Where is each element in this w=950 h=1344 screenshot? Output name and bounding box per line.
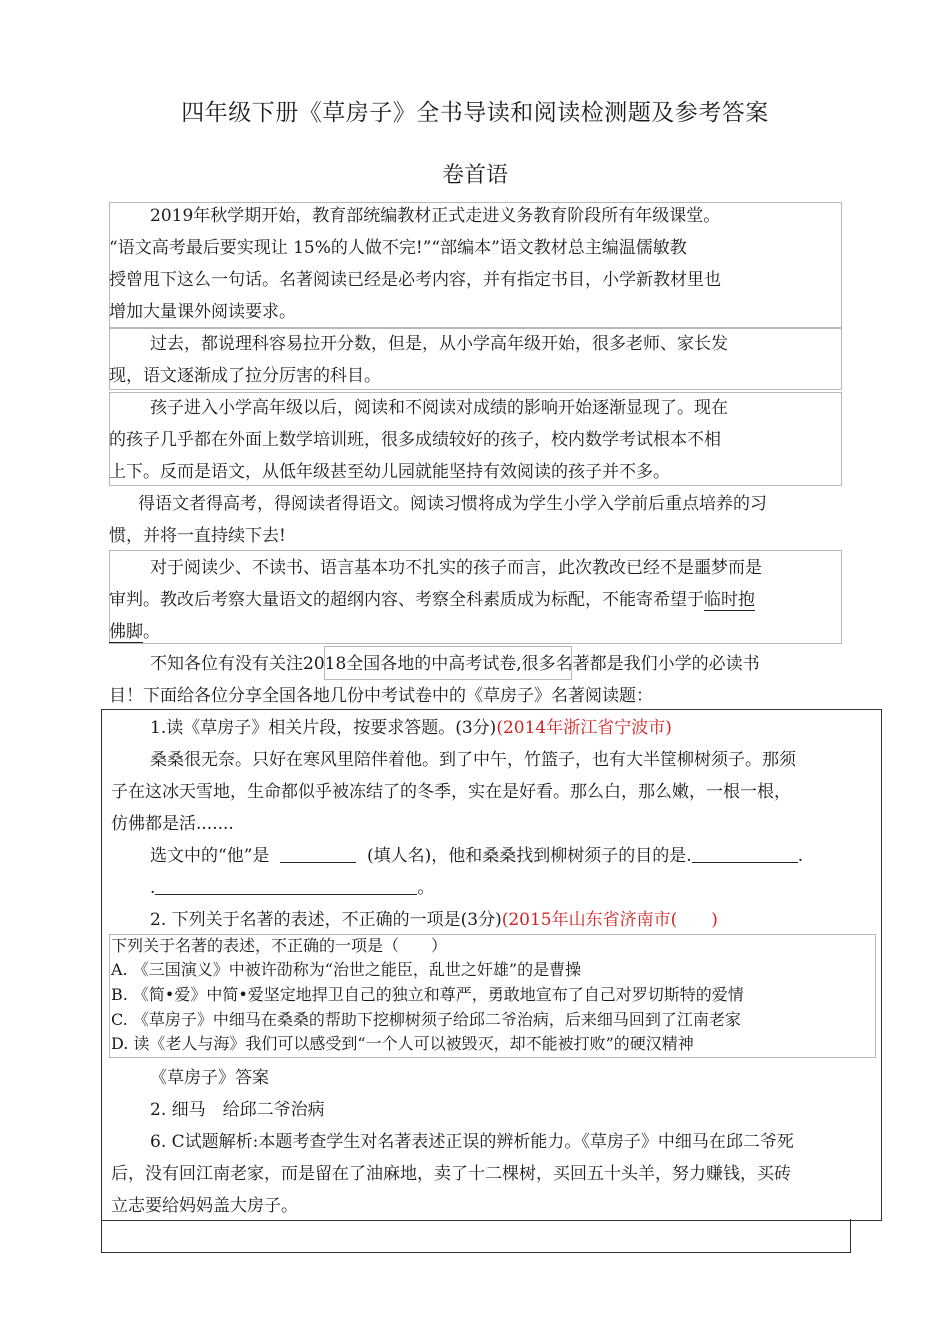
question-1-passage-line: 子在这冰天雪地，生命都似乎被冻结了的冬季，实在是好看。那么白，那么嫩，一根一根， <box>111 782 791 802</box>
exam-reference: 2018全国各地的中高考试卷 <box>303 654 517 674</box>
paragraph-1-line: “语文高考最后要实现让 15%的人做不完!”“部编本”语文教材总主编温儒敏教 <box>109 238 687 258</box>
option-b[interactable]: B. 《简•爱》中简•爱坚定地捍卫自己的独立和尊严，勇敢地宣布了自己对罗切斯特的爱情 <box>111 985 744 1004</box>
answer-blank-purpose[interactable] <box>692 844 798 863</box>
question-1-prompt-text: 选文中的“他”是 <box>150 846 270 866</box>
paragraph-5-line: 对于阅读少、不读书、语言基本功不扎实的孩子而言，此次教改已经不是噩梦而是 <box>150 558 762 578</box>
answer-blank-purpose-cont[interactable] <box>155 876 417 895</box>
question-1-text: 1.读《草房子》相关片段，按要求答题。(3分) <box>150 718 497 738</box>
paragraph-5-line <box>109 618 160 646</box>
question-1-prompt <box>150 842 803 870</box>
question-2-source: (2015年山东省济南市( ) <box>501 910 718 930</box>
paragraph-5-text: 审判。教改后考察大量语文的超纲内容、考察全科素质成为标配，不能寄希望于 <box>109 590 704 610</box>
paragraph-6-text: 不知各位有没有关注 <box>150 654 303 674</box>
paragraph-6-text: ,很多名著都是我们小学的必读书 <box>516 654 760 674</box>
paragraph-6-line: 目！下面给各位分享全国各地几份中考试卷中的《草房子》名著阅读题： <box>109 686 653 706</box>
question-1-prompt <box>150 874 434 902</box>
question-2-stem: 下列关于名著的表述，不正确的一项是（ ） <box>111 936 448 955</box>
paragraph-2-line: 过去，都说理科容易拉开分数，但是，从小学高年级开始，很多老师、家长发 <box>150 334 728 354</box>
paragraph-5-text: 。 <box>143 622 160 642</box>
question-1-prompt-end: . <box>797 846 804 866</box>
page-title: 四年级下册《草房子》全书导读和阅读检测题及参考答案 <box>181 100 769 126</box>
paragraph-1-line: 授曾甩下这么一句话。名著阅读已经是必考内容，并有指定书目，小学新教材里也 <box>109 270 721 290</box>
question-2-text: 2. 下列关于名著的表述，不正确的一项是(3分) <box>150 910 502 930</box>
underlined-phrase: 佛脚 <box>109 622 143 642</box>
answer-blank-name[interactable] <box>280 844 356 863</box>
empty-row-box <box>101 1219 851 1253</box>
answer-1: 2. 细马 给邱二爷治病 <box>150 1100 325 1120</box>
paragraph-2-line: 现，语文逐渐成了拉分厉害的科目。 <box>109 366 381 386</box>
paragraph-3-line: 的孩子几乎都在外面上数学培训班，很多成绩较好的孩子，校内数学考试根本不相 <box>109 430 721 450</box>
answer-2-line: 立志要给妈妈盖大房子。 <box>111 1196 298 1216</box>
question-1-prompt-start: . <box>150 878 156 898</box>
paragraph-6-line <box>150 650 760 678</box>
paragraph-1-line: 增加大量课外阅读要求。 <box>109 302 296 322</box>
question-1-source: (2014年浙江省宁波市) <box>496 718 672 738</box>
question-2-heading <box>150 906 718 934</box>
underlined-phrase: 临时抱 <box>704 590 755 610</box>
paragraph-3-line: 孩子进入小学高年级以后，阅读和不阅读对成绩的影响开始逐渐显现了。现在 <box>150 398 728 418</box>
answer-2-line: 后，没有回江南老家，而是留在了油麻地，卖了十二棵树，买回五十头羊，努力赚钱，买砖 <box>111 1164 791 1184</box>
option-d[interactable]: D. 读《老人与海》我们可以感受到“一个人可以被毁灭，却不能被打败”的硬汉精神 <box>111 1034 694 1053</box>
question-1-prompt-text: (填人名)，他和桑桑找到柳树须子的目的是. <box>367 846 692 866</box>
question-1-passage-line: 桑桑很无奈。只好在寒风里陪伴着他。到了中午，竹篮子，也有大半筐柳树须子。那须 <box>150 750 796 770</box>
answer-2-line: 6. C试题解析:本题考查学生对名著表述正误的辨析能力。《草房子》中细马在邱二爷死 <box>150 1132 794 1152</box>
paragraph-3-line: 上下。反而是语文，从低年级甚至幼儿园就能坚持有效阅读的孩子并不多。 <box>109 462 670 482</box>
question-1-prompt-close: 。 <box>417 878 435 898</box>
option-a[interactable]: A. 《三国演义》中被许劭称为“治世之能臣，乱世之奸雄”的是曹操 <box>111 960 582 979</box>
option-c[interactable]: C. 《草房子》中细马在桑桑的帮助下挖柳树须子给邱二爷治病，后来细马回到了江南老家 <box>111 1010 741 1029</box>
answers-heading: 《草房子》答案 <box>150 1068 269 1088</box>
paragraph-4-line: 惯，并将一直持续下去! <box>109 526 286 546</box>
question-1-heading <box>150 714 672 742</box>
paragraph-5-line <box>109 586 755 614</box>
paragraph-1-line: 2019年秋学期开始，教育部统编教材正式走进义务教育阶段所有年级课堂。 <box>150 206 721 226</box>
section-heading: 卷首语 <box>441 163 508 188</box>
paragraph-4-line: 得语文者得高考，得阅读者得语文。阅读习惯将成为学生小学入学前后重点培养的习 <box>138 494 767 514</box>
question-1-passage-line: 仿佛都是活....... <box>111 814 234 834</box>
